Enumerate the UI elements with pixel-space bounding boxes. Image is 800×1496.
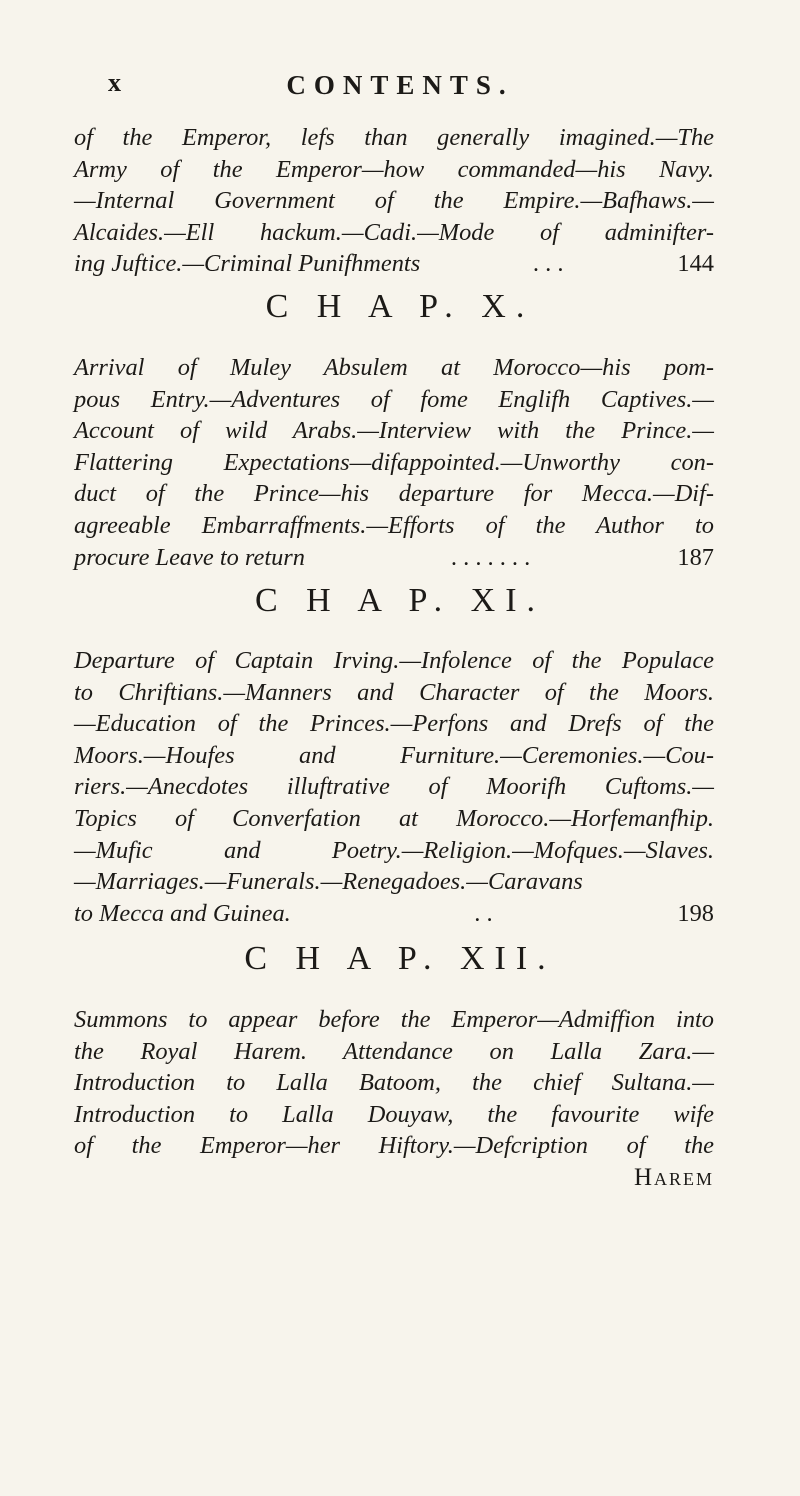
page-number: 198 (677, 899, 714, 927)
summary-line: agreeable Embarraffments.—Efforts of the Author to (74, 511, 714, 539)
summary-line: Account of wild Arabs.—Interview with the Prince.— (74, 417, 714, 445)
summary-line-text: procure Leave to return (74, 543, 305, 571)
summary-line: Moors.—Houfes and Furniture.—Ceremonies.—Cou- (74, 741, 714, 769)
chapter-x-summary (74, 352, 714, 573)
summary-line: duct of the Prince—his departure for Mecca.—Dif- (74, 480, 714, 508)
summary-line: Introduction to Lalla Douyaw, the favourite wife (74, 1100, 714, 1128)
chapter-ix-summary-continued (74, 122, 714, 280)
summary-line: the Royal Harem. Attendance on Lalla Zara.— (74, 1037, 714, 1065)
summary-line: Flattering Expectations—difappointed.—Unworthy con- (74, 448, 714, 476)
summary-last-line (74, 898, 714, 930)
summary-line: Departure of Captain Irving.—Infolence of the Populace (74, 647, 714, 674)
summary-line: —Marriages.—Funerals.—Renegadoes.—Caravans (74, 868, 583, 896)
chapter-xi-heading: C H A P. XI. (254, 582, 546, 619)
catchword: Harem (633, 1163, 714, 1191)
summary-line: of the Emperor, lefs than generally imagined.—The (74, 124, 714, 151)
dot-leader: . . (474, 899, 494, 927)
chapter-xii-heading: C H A P. XII. (244, 940, 556, 977)
summary-line-text: ing Juftice.—Criminal Punifhments (74, 250, 421, 278)
summary-line: —Mufic and Poetry.—Religion.—Mofques.—Slaves. (74, 836, 714, 864)
dot-leader: . . . . . . . (451, 543, 531, 571)
summary-line: pous Entry.—Adventures of fome Englifh Captives.— (74, 385, 714, 413)
page-number: 187 (677, 543, 714, 571)
dot-leader: . . . (533, 250, 565, 278)
summary-line: Introduction to Lalla Batoom, the chief Sultana.— (74, 1069, 714, 1097)
summary-last-line (74, 248, 714, 280)
page-folio: x (108, 68, 121, 97)
summary-line: Army of the Emperor—how commanded—his Navy. (74, 155, 714, 183)
summary-line: Summons to appear before the Emperor—Admiffion into (74, 1006, 714, 1033)
summary-line: —Internal Government of the Empire.—Bafhaws.— (74, 187, 714, 215)
summary-line: to Chriftians.—Manners and Character of the Moors. (74, 678, 714, 706)
summary-last-line (74, 542, 714, 574)
page-number: 144 (677, 250, 714, 278)
summary-line: of the Emperor—her Hiftory.—Defcription of the (74, 1132, 714, 1160)
summary-line: Arrival of Muley Absulem at Morocco—his pom- (74, 354, 714, 381)
summary-line: Topics of Converfation at Morocco.—Horfemanfhip. (74, 804, 714, 832)
summary-line: riers.—Anecdotes illuftrative of Moorifh Cuftoms.— (74, 773, 714, 801)
chapter-xi-summary (74, 645, 714, 929)
summary-line: Alcaides.—Ell hackum.—Cadi.—Mode of adminifter- (74, 218, 714, 246)
chapter-xii-summary (74, 1004, 714, 1194)
summary-line: —Education of the Princes.—Perfons and Drefs of the (74, 710, 714, 738)
chapter-x-heading: C H A P. X. (265, 288, 535, 325)
running-header: CONTENTS. (286, 70, 514, 100)
summary-line-text: to Mecca and Guinea. (74, 899, 291, 927)
